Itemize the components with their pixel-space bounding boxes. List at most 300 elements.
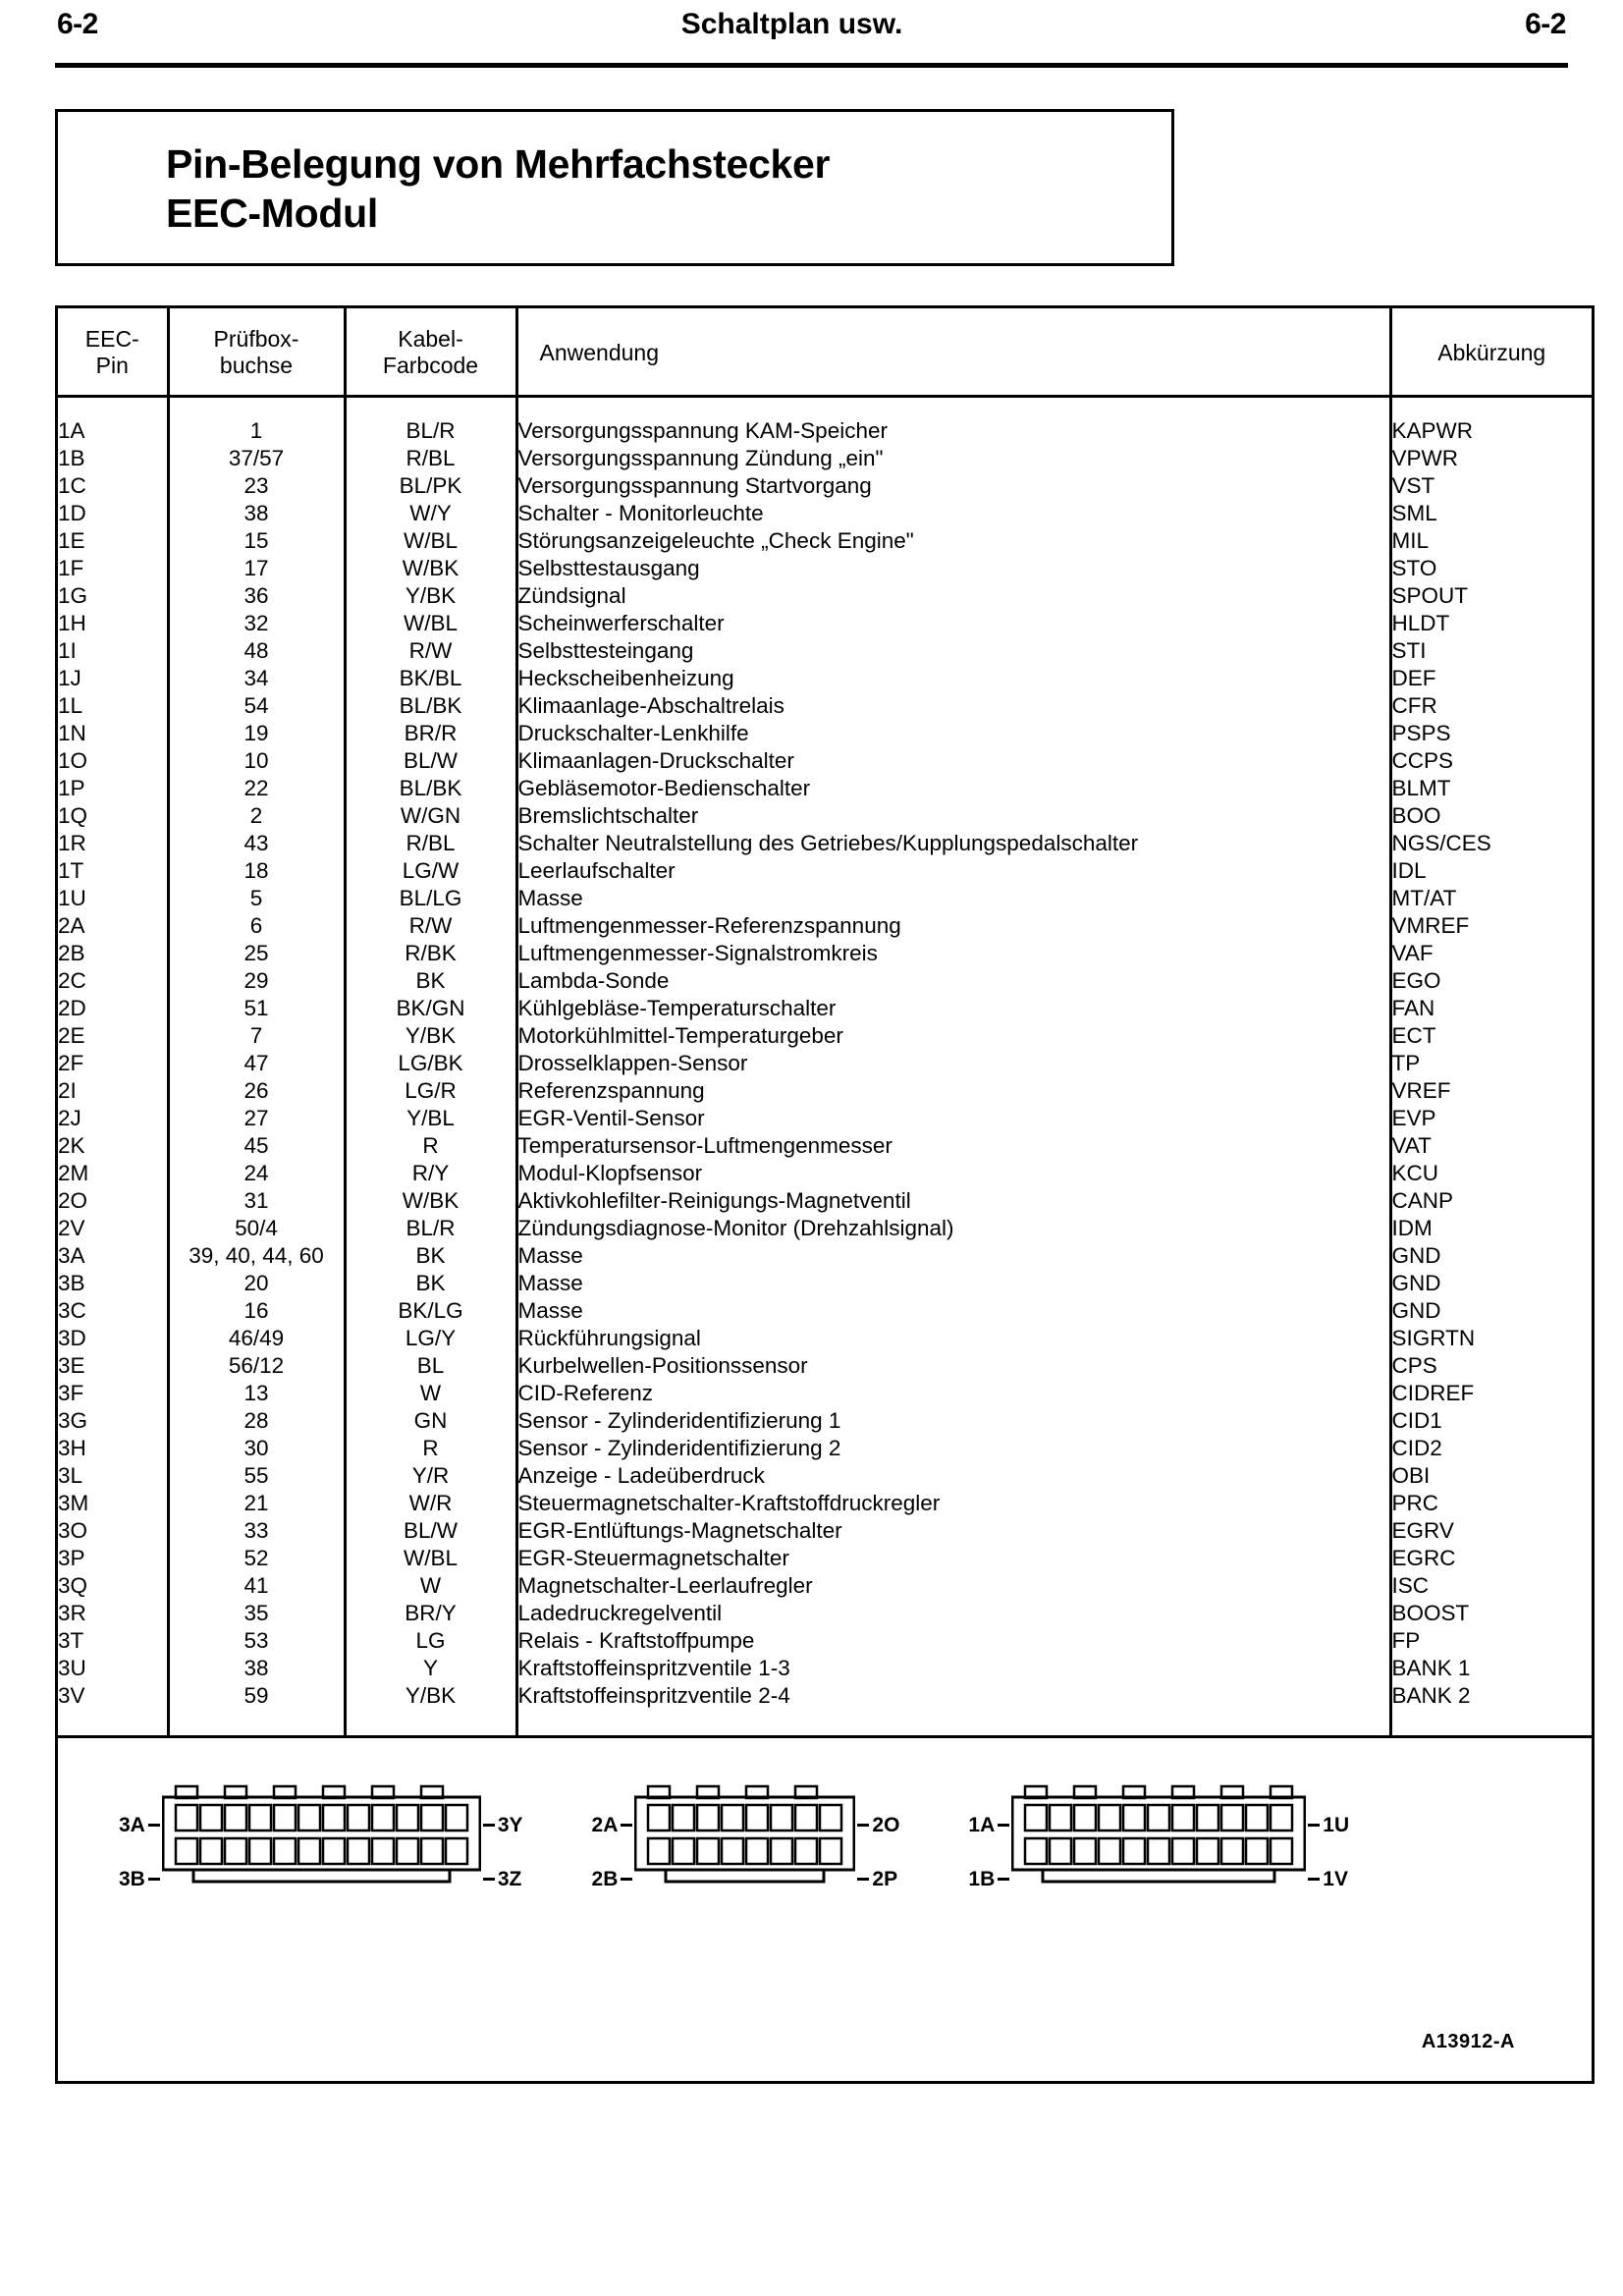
spacer-cell <box>516 397 1390 418</box>
cell-anwendung: Klimaanlagen-Druckschalter <box>516 747 1390 775</box>
cell-kabel-farbcode: BL/R <box>345 1215 516 1242</box>
cell-pruefbox-buchse: 48 <box>168 637 345 665</box>
cell-abkuerzung: KCU <box>1391 1161 1439 1186</box>
cell-kabel-farbcode: BK/BL <box>345 665 516 692</box>
cell-abkuerzung: DEF <box>1391 666 1436 691</box>
figure-code: A13912-A <box>1421 2031 1515 2053</box>
title-box <box>55 109 1174 266</box>
cell-anwendung: Heckscheibenheizung <box>516 665 1390 692</box>
cell-eec-pin: 1L <box>58 692 168 720</box>
cell-anwendung: Magnetschalter-Leerlaufregler <box>516 1572 1390 1600</box>
table-row <box>58 527 1592 555</box>
cell-kabel-farbcode: BL/BK <box>345 775 516 802</box>
spacer-cell <box>58 1710 168 1735</box>
cell-abkuerzung: BOO <box>1391 803 1441 829</box>
cell-anwendung: Selbsttesteingang <box>516 637 1390 665</box>
cell-pruefbox-buchse: 27 <box>168 1105 345 1132</box>
cell-kabel-farbcode: BL/R <box>345 417 516 445</box>
cell-pruefbox-buchse: 54 <box>168 692 345 720</box>
cell-pruefbox-buchse: 53 <box>168 1627 345 1655</box>
cell-eec-pin: 1T <box>58 857 168 885</box>
cell-kabel-farbcode: LG/BK <box>345 1050 516 1077</box>
cell-eec-pin: 1E <box>58 527 168 555</box>
table-row <box>58 417 1592 445</box>
table-row <box>58 1545 1592 1572</box>
cell-abkuerzung: IDL <box>1391 858 1427 884</box>
cell-abkuerzung: CCPS <box>1391 748 1454 774</box>
cell-anwendung: CID-Referenz <box>516 1380 1390 1407</box>
cell-kabel-farbcode: BL/W <box>345 1517 516 1545</box>
table-row <box>58 802 1592 830</box>
cell-eec-pin: 1U <box>58 885 168 912</box>
table-row <box>58 1600 1592 1627</box>
table-row <box>58 1490 1592 1517</box>
connector-3-graphic <box>162 1783 481 1896</box>
connector-2-body <box>634 1783 855 1891</box>
table-row <box>58 665 1592 692</box>
lead-line <box>857 1824 869 1827</box>
cell-kabel-farbcode: BL <box>345 1352 516 1380</box>
cell-pruefbox-buchse: 2 <box>168 802 345 830</box>
cell-abkuerzung: TP <box>1391 1051 1421 1076</box>
table-row <box>58 1325 1592 1352</box>
col-header-eec-pin-line1: EEC- <box>84 326 139 353</box>
cell-pruefbox-buchse: 22 <box>168 775 345 802</box>
connector-3-pin-label-top-left: 3A <box>119 1815 160 1835</box>
table-row <box>58 500 1592 527</box>
running-head <box>39 0 1584 59</box>
cell-kabel-farbcode: W/BK <box>345 1187 516 1215</box>
cell-eec-pin: 2K <box>58 1132 168 1160</box>
lead-line <box>483 1824 495 1827</box>
col-header-anwendung-line1: Anwendung <box>539 339 659 365</box>
connector-2 <box>592 1783 900 1896</box>
cell-eec-pin: 3V <box>58 1682 168 1710</box>
cell-abkuerzung: VAT <box>1391 1133 1432 1159</box>
cell-pruefbox-buchse: 5 <box>168 885 345 912</box>
cell-pruefbox-buchse: 19 <box>168 720 345 747</box>
cell-eec-pin: 1J <box>58 665 168 692</box>
lead-line <box>483 1878 495 1881</box>
col-header-pruefbox-line1: Prüfbox- <box>213 326 299 353</box>
cell-anwendung: Modul-Klopfsensor <box>516 1160 1390 1187</box>
cell-pruefbox-buchse: 23 <box>168 472 345 500</box>
cell-kabel-farbcode: W/BK <box>345 555 516 582</box>
cell-eec-pin: 2A <box>58 912 168 940</box>
connector-diagram-area <box>55 1738 1595 2084</box>
lead-line <box>621 1824 632 1827</box>
col-header-farbcode <box>345 308 516 397</box>
cell-kabel-farbcode: R <box>345 1435 516 1462</box>
cell-anwendung: EGR-Ventil-Sensor <box>516 1105 1390 1132</box>
cell-eec-pin: 3L <box>58 1462 168 1490</box>
cell-abkuerzung: EGO <box>1391 968 1441 994</box>
cell-eec-pin: 1C <box>58 472 168 500</box>
spacer-cell <box>168 1710 345 1735</box>
table-row <box>58 940 1592 967</box>
cell-anwendung: Kraftstoffeinspritzventile 1-3 <box>516 1655 1390 1682</box>
table-row <box>58 1655 1592 1682</box>
cell-abkuerzung: CID2 <box>1391 1436 1442 1461</box>
pinout-table-frame <box>55 305 1595 1738</box>
table-row <box>58 857 1592 885</box>
lead-line <box>1308 1824 1320 1827</box>
lead-line <box>621 1878 632 1881</box>
table-row <box>58 1297 1592 1325</box>
cell-pruefbox-buchse: 29 <box>168 967 345 995</box>
table-spacer-bottom <box>58 1710 1592 1735</box>
cell-eec-pin: 2B <box>58 940 168 967</box>
cell-eec-pin: 3E <box>58 1352 168 1380</box>
cell-kabel-farbcode: BR/Y <box>345 1600 516 1627</box>
cell-abkuerzung: PRC <box>1391 1491 1439 1516</box>
cell-pruefbox-buchse: 45 <box>168 1132 345 1160</box>
cell-pruefbox-buchse: 55 <box>168 1462 345 1490</box>
cell-abkuerzung: STO <box>1391 556 1437 581</box>
table-row <box>58 1682 1592 1710</box>
spacer-cell <box>516 1710 1390 1735</box>
cell-abkuerzung: EGRV <box>1391 1518 1454 1544</box>
cell-pruefbox-buchse: 36 <box>168 582 345 610</box>
cell-anwendung: Masse <box>516 1270 1390 1297</box>
cell-eec-pin: 2J <box>58 1105 168 1132</box>
cell-anwendung: Versorgungsspannung Zündung „ein" <box>516 445 1390 472</box>
table-row <box>58 1517 1592 1545</box>
cell-anwendung: Sensor - Zylinderidentifizierung 1 <box>516 1407 1390 1435</box>
cell-abkuerzung: EGRC <box>1391 1546 1456 1571</box>
cell-abkuerzung: ECT <box>1391 1023 1436 1049</box>
cell-pruefbox-buchse: 13 <box>168 1380 345 1407</box>
cell-abkuerzung: ISC <box>1391 1573 1430 1599</box>
cell-kabel-farbcode: W/BL <box>345 527 516 555</box>
cell-abkuerzung: MIL <box>1391 528 1430 554</box>
lead-line <box>148 1824 160 1827</box>
col-header-anwendung <box>516 308 1390 397</box>
cell-pruefbox-buchse: 32 <box>168 610 345 637</box>
table-row <box>58 830 1592 857</box>
cell-kabel-farbcode: LG/W <box>345 857 516 885</box>
cell-kabel-farbcode: BL/PK <box>345 472 516 500</box>
cell-abkuerzung: CIDREF <box>1391 1381 1475 1406</box>
lead-line <box>857 1878 869 1881</box>
cell-pruefbox-buchse: 15 <box>168 527 345 555</box>
cell-anwendung: Scheinwerferschalter <box>516 610 1390 637</box>
cell-anwendung: Selbsttestausgang <box>516 555 1390 582</box>
cell-kabel-farbcode: LG/R <box>345 1077 516 1105</box>
cell-anwendung: Relais - Kraftstoffpumpe <box>516 1627 1390 1655</box>
cell-pruefbox-buchse: 6 <box>168 912 345 940</box>
cell-eec-pin: 2O <box>58 1187 168 1215</box>
cell-pruefbox-buchse: 39, 40, 44, 60 <box>168 1242 345 1270</box>
cell-abkuerzung: GND <box>1391 1243 1441 1269</box>
cell-abkuerzung: IDM <box>1391 1216 1433 1241</box>
table-row <box>58 1270 1592 1297</box>
cell-eec-pin: 1N <box>58 720 168 747</box>
cell-kabel-farbcode: Y/BL <box>345 1105 516 1132</box>
cell-eec-pin: 3B <box>58 1270 168 1297</box>
folio-left: 6-2 <box>57 8 98 40</box>
cell-kabel-farbcode: R/BL <box>345 830 516 857</box>
cell-anwendung: Zündsignal <box>516 582 1390 610</box>
cell-kabel-farbcode: Y/R <box>345 1462 516 1490</box>
connector-2-pin-label-bottom-right: 2P <box>857 1869 897 1889</box>
connector-row <box>58 1783 1592 1896</box>
cell-pruefbox-buchse: 50/4 <box>168 1215 345 1242</box>
cell-pruefbox-buchse: 30 <box>168 1435 345 1462</box>
table-row <box>58 1462 1592 1490</box>
table-header-row <box>58 308 1592 397</box>
cell-anwendung: Masse <box>516 1242 1390 1270</box>
table-row <box>58 1380 1592 1407</box>
cell-anwendung: Bremslichtschalter <box>516 802 1390 830</box>
col-header-abkuerzung <box>1390 308 1592 397</box>
cell-eec-pin: 3U <box>58 1655 168 1682</box>
cell-eec-pin: 2D <box>58 995 168 1022</box>
connector-1 <box>968 1783 1349 1896</box>
cell-kabel-farbcode: BK/GN <box>345 995 516 1022</box>
cell-anwendung: Ladedruckregelventil <box>516 1600 1390 1627</box>
connector-2-pin-label-top-left: 2A <box>592 1815 633 1835</box>
cell-pruefbox-buchse: 24 <box>168 1160 345 1187</box>
table-row <box>58 692 1592 720</box>
cell-eec-pin: 1B <box>58 445 168 472</box>
cell-eec-pin: 1P <box>58 775 168 802</box>
cell-eec-pin: 2M <box>58 1160 168 1187</box>
cell-anwendung: Lambda-Sonde <box>516 967 1390 995</box>
table-row <box>58 747 1592 775</box>
cell-abkuerzung: BOOST <box>1391 1601 1470 1626</box>
cell-abkuerzung: VPWR <box>1391 446 1458 471</box>
connector-1-left-labels <box>968 1791 1009 1889</box>
cell-pruefbox-buchse: 52 <box>168 1545 345 1572</box>
cell-eec-pin: 3O <box>58 1517 168 1545</box>
cell-kabel-farbcode: LG <box>345 1627 516 1655</box>
cell-anwendung: Masse <box>516 1297 1390 1325</box>
cell-abkuerzung: SIGRTN <box>1391 1326 1476 1351</box>
cell-pruefbox-buchse: 51 <box>168 995 345 1022</box>
cell-abkuerzung: VAF <box>1391 941 1434 966</box>
table-row <box>58 885 1592 912</box>
connector-3-right-labels <box>483 1791 523 1889</box>
cell-anwendung: Versorgungsspannung KAM-Speicher <box>516 417 1390 445</box>
connector-2-left-labels <box>592 1791 633 1889</box>
connector-2-pin-label-top-right: 2O <box>857 1815 899 1835</box>
col-header-eec-pin <box>58 308 168 397</box>
connector-3-body <box>162 1783 481 1891</box>
cell-pruefbox-buchse: 17 <box>168 555 345 582</box>
cell-eec-pin: 2V <box>58 1215 168 1242</box>
cell-kabel-farbcode: BK/LG <box>345 1297 516 1325</box>
table-row <box>58 582 1592 610</box>
cell-abkuerzung: CANP <box>1391 1188 1454 1214</box>
cell-abkuerzung: PSPS <box>1391 721 1451 746</box>
cell-abkuerzung: GND <box>1391 1298 1441 1324</box>
cell-pruefbox-buchse: 46/49 <box>168 1325 345 1352</box>
table-row <box>58 995 1592 1022</box>
col-header-farbcode-line1: Kabel- <box>398 326 463 353</box>
table-row <box>58 1077 1592 1105</box>
cell-pruefbox-buchse: 10 <box>168 747 345 775</box>
table-spacer-top <box>58 397 1592 418</box>
table-row <box>58 1215 1592 1242</box>
spacer-cell <box>345 397 516 418</box>
connector-1-body <box>1011 1783 1306 1891</box>
cell-kabel-farbcode: Y <box>345 1655 516 1682</box>
cell-anwendung: Zündungsdiagnose-Monitor (Drehzahlsignal) <box>516 1215 1390 1242</box>
cell-abkuerzung: BANK 2 <box>1391 1683 1471 1709</box>
cell-abkuerzung: FP <box>1391 1628 1421 1654</box>
lead-line <box>1308 1878 1320 1881</box>
cell-eec-pin: 1G <box>58 582 168 610</box>
cell-pruefbox-buchse: 20 <box>168 1270 345 1297</box>
table-row <box>58 775 1592 802</box>
cell-abkuerzung: SML <box>1391 501 1437 526</box>
connector-3-left-labels <box>119 1791 160 1889</box>
cell-kabel-farbcode: BL/LG <box>345 885 516 912</box>
connector-1-right-labels <box>1308 1791 1349 1889</box>
cell-anwendung: Luftmengenmesser-Signalstromkreis <box>516 940 1390 967</box>
cell-abkuerzung: OBI <box>1391 1463 1431 1489</box>
cell-anwendung: EGR-Steuermagnetschalter <box>516 1545 1390 1572</box>
connector-1-pin-label-top-right: 1U <box>1308 1815 1349 1835</box>
cell-abkuerzung: VREF <box>1391 1078 1451 1104</box>
cell-anwendung: Leerlaufschalter <box>516 857 1390 885</box>
cell-kabel-farbcode: W/GN <box>345 802 516 830</box>
cell-eec-pin: 3D <box>58 1325 168 1352</box>
table-row <box>58 555 1592 582</box>
cell-eec-pin: 1H <box>58 610 168 637</box>
cell-abkuerzung: EVP <box>1391 1106 1436 1131</box>
cell-eec-pin: 3A <box>58 1242 168 1270</box>
cell-abkuerzung: MT/AT <box>1391 886 1457 911</box>
cell-pruefbox-buchse: 34 <box>168 665 345 692</box>
cell-pruefbox-buchse: 33 <box>168 1517 345 1545</box>
table-header <box>58 308 1592 397</box>
cell-kabel-farbcode: R/BK <box>345 940 516 967</box>
table-row <box>58 1627 1592 1655</box>
cell-anwendung: Gebläsemotor-Bedienschalter <box>516 775 1390 802</box>
cell-abkuerzung: NGS/CES <box>1391 831 1491 856</box>
cell-abkuerzung: CID1 <box>1391 1408 1442 1434</box>
table-row <box>58 1105 1592 1132</box>
cell-kabel-farbcode: R/W <box>345 637 516 665</box>
chapter-title: Schaltplan usw. <box>680 8 903 40</box>
page-title-line-1: Pin-Belegung von Mehrfachstecker <box>166 141 831 187</box>
cell-kabel-farbcode: BK <box>345 1242 516 1270</box>
lead-line <box>998 1878 1009 1881</box>
cell-eec-pin: 2E <box>58 1022 168 1050</box>
cell-kabel-farbcode: LG/Y <box>345 1325 516 1352</box>
cell-pruefbox-buchse: 43 <box>168 830 345 857</box>
cell-kabel-farbcode: W <box>345 1380 516 1407</box>
table-row <box>58 967 1592 995</box>
folio-right: 6-2 <box>1525 8 1566 40</box>
cell-pruefbox-buchse: 16 <box>168 1297 345 1325</box>
cell-eec-pin: 3M <box>58 1490 168 1517</box>
cell-abkuerzung: GND <box>1391 1271 1441 1296</box>
cell-pruefbox-buchse: 38 <box>168 500 345 527</box>
cell-pruefbox-buchse: 18 <box>168 857 345 885</box>
cell-anwendung: Luftmengenmesser-Referenzspannung <box>516 912 1390 940</box>
cell-anwendung: Schalter - Monitorleuchte <box>516 500 1390 527</box>
page-title-line-2: EEC-Modul <box>166 191 378 237</box>
cell-eec-pin: 3P <box>58 1545 168 1572</box>
cell-eec-pin: 3G <box>58 1407 168 1435</box>
cell-kabel-farbcode: R <box>345 1132 516 1160</box>
cell-kabel-farbcode: Y/BK <box>345 1682 516 1710</box>
cell-pruefbox-buchse: 35 <box>168 1600 345 1627</box>
cell-abkuerzung: STI <box>1391 638 1427 664</box>
cell-pruefbox-buchse: 28 <box>168 1407 345 1435</box>
cell-eec-pin: 1D <box>58 500 168 527</box>
cell-kabel-farbcode: R/BL <box>345 445 516 472</box>
spacer-cell <box>58 397 168 418</box>
cell-kabel-farbcode: W/Y <box>345 500 516 527</box>
cell-kabel-farbcode: W/BL <box>345 1545 516 1572</box>
cell-kabel-farbcode: BL/W <box>345 747 516 775</box>
cell-kabel-farbcode: Y/BK <box>345 582 516 610</box>
cell-anwendung: Versorgungsspannung Startvorgang <box>516 472 1390 500</box>
cell-kabel-farbcode: W/R <box>345 1490 516 1517</box>
cell-eec-pin: 1I <box>58 637 168 665</box>
cell-pruefbox-buchse: 7 <box>168 1022 345 1050</box>
cell-kabel-farbcode: R/W <box>345 912 516 940</box>
cell-pruefbox-buchse: 37/57 <box>168 445 345 472</box>
cell-pruefbox-buchse: 59 <box>168 1682 345 1710</box>
cell-anwendung: Kraftstoffeinspritzventile 2-4 <box>516 1682 1390 1710</box>
cell-abkuerzung: CFR <box>1391 693 1437 719</box>
cell-eec-pin: 1O <box>58 747 168 775</box>
cell-anwendung: Drosselklappen-Sensor <box>516 1050 1390 1077</box>
table-body <box>58 397 1592 1736</box>
cell-eec-pin: 2F <box>58 1050 168 1077</box>
cell-kabel-farbcode: BL/BK <box>345 692 516 720</box>
cell-eec-pin: 1R <box>58 830 168 857</box>
table-row <box>58 1160 1592 1187</box>
cell-kabel-farbcode: BR/R <box>345 720 516 747</box>
cell-abkuerzung: CPS <box>1391 1353 1437 1379</box>
table-row <box>58 1132 1592 1160</box>
cell-abkuerzung: BANK 1 <box>1391 1656 1471 1681</box>
cell-pruefbox-buchse: 41 <box>168 1572 345 1600</box>
connector-1-pin-label-bottom-left: 1B <box>968 1869 1009 1889</box>
connector-2-right-labels <box>857 1791 899 1889</box>
cell-kabel-farbcode: Y/BK <box>345 1022 516 1050</box>
cell-eec-pin: 3Q <box>58 1572 168 1600</box>
cell-anwendung: Rückführungsignal <box>516 1325 1390 1352</box>
cell-eec-pin: 3C <box>58 1297 168 1325</box>
cell-abkuerzung: FAN <box>1391 996 1435 1021</box>
connector-3-pin-label-bottom-right: 3Z <box>483 1869 522 1889</box>
pinout-table <box>58 308 1592 1735</box>
table-row <box>58 1050 1592 1077</box>
cell-kabel-farbcode: GN <box>345 1407 516 1435</box>
cell-anwendung: Steuermagnetschalter-Kraftstoffdruckregler <box>516 1490 1390 1517</box>
table-row <box>58 445 1592 472</box>
table-row <box>58 1407 1592 1435</box>
cell-abkuerzung: VMREF <box>1391 913 1470 939</box>
col-header-pruefbox <box>168 308 345 397</box>
table-row <box>58 1352 1592 1380</box>
col-header-farbcode-line2: Farbcode <box>382 353 479 379</box>
table-row <box>58 912 1592 940</box>
lead-line <box>998 1824 1009 1827</box>
table-row <box>58 720 1592 747</box>
connector-1-pin-label-top-left: 1A <box>968 1815 1009 1835</box>
cell-anwendung: Druckschalter-Lenkhilfe <box>516 720 1390 747</box>
cell-eec-pin: 1F <box>58 555 168 582</box>
table-row <box>58 1435 1592 1462</box>
